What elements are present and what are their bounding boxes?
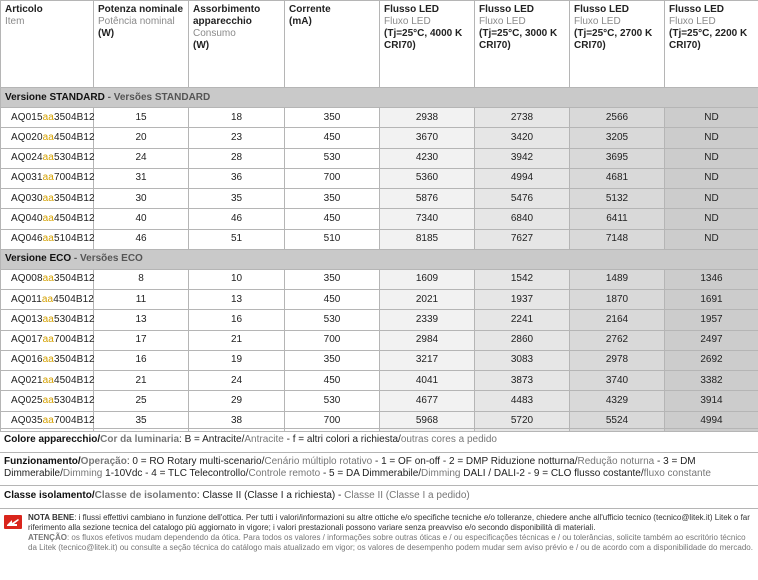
flux-cell-2200k: ND [665,229,758,249]
flux-cell-2700k: 5132 [570,189,665,209]
flux-cell-4000k: 8185 [380,229,475,249]
article-code-aa: aa [42,233,54,245]
article-code [1,310,94,330]
flux-cell-2700k: 2566 [570,108,665,128]
power-cell: 8 [94,269,189,289]
power-cell: 15 [94,108,189,128]
flux-cell-2200k: ND [665,128,758,148]
flux-cell-4000k: 4677 [380,391,475,411]
flux-cell-2700k: 1489 [570,269,665,289]
article-code-pre: AQ011 [11,293,42,305]
power-cell: 31 [94,168,189,188]
section-title-pt: - Versões ECO [71,253,143,265]
table-row [1,391,758,411]
flux-cell-3000k: 5476 [475,189,570,209]
article-code-aa: aa [42,334,54,346]
article-code-pre: AQ008 [11,273,43,285]
article-code-pre: AQ031 [11,172,43,184]
consumption-cell: 46 [189,209,285,229]
article-code-aa: aa [41,293,54,305]
table-row [1,108,758,128]
article-code-post: 3504B12 [53,273,95,285]
power-cell: 30 [94,189,189,209]
flux-cell-2200k: 1346 [665,269,758,289]
flux-cell-2700k: 1870 [570,290,665,310]
consumption-cell: 10 [189,269,285,289]
header-flux-4000k: Flusso LED Fluxo LED (Tj=25°C, 4000 K CRI70) [380,1,475,88]
classe-note: Classe isolamento/Classe de isolamento: Classe II (Classe I a richiesta) - Classe II (Classe I a pedido) [0,485,758,508]
table-row [1,229,758,249]
header-articolo: Articolo Item [1,1,94,88]
current-cell: 450 [285,371,380,391]
flux-cell-2700k: 2762 [570,330,665,350]
current-cell: 510 [285,229,380,249]
table-row [1,350,758,370]
power-cell: 21 [94,371,189,391]
article-code-aa: aa [42,212,54,224]
flux-cell-4000k: 2938 [380,108,475,128]
current-cell: 450 [285,209,380,229]
flux-cell-3000k: 3083 [475,350,570,370]
article-code-pre: AQ021 [11,374,43,386]
section-title [1,88,758,108]
article-code [1,189,94,209]
power-cell: 13 [94,310,189,330]
consumption-cell: 36 [189,168,285,188]
flux-cell-3000k: 3873 [475,371,570,391]
flux-cell-2700k: 3740 [570,371,665,391]
article-code-pre: AQ040 [11,212,43,224]
note-italian: NOTA BENE: i flussi effettivi cambiano in funzione dell'ottica. Per tutti i valori/informazioni su altre ottiche e/o specifiche tecniche e/o tolleranze, chiedere anche all'ufficio tecnico (tecnico@litek.it) Litek o far riferimento alla sezione tecnica del catalogo più aggiornato in vigore; i valori prestazionali possono variare senza preavviso e/o secondo disponibilità di materiali. [28,513,750,532]
table-row [1,209,758,229]
table-row [1,290,758,310]
flux-cell-3000k: 6840 [475,209,570,229]
current-cell: 700 [285,330,380,350]
flux-cell-4000k: 5968 [380,411,475,431]
table-row [1,189,758,209]
table-row [1,330,758,350]
flux-cell-3000k: 5720 [475,411,570,431]
article-code-pre: AQ015 [11,111,43,123]
current-cell: 700 [285,168,380,188]
article-code-post: 3504B12 [53,192,95,204]
consumption-cell: 51 [189,229,285,249]
table-row [1,371,758,391]
flux-cell-2200k: 1691 [665,290,758,310]
table-row [1,128,758,148]
article-code-aa: aa [42,192,54,204]
consumption-cell: 16 [189,310,285,330]
article-code [1,371,94,391]
flux-cell-2700k: 5524 [570,411,665,431]
flux-cell-2200k: 3382 [665,371,758,391]
article-code [1,290,94,310]
current-cell: 530 [285,391,380,411]
current-cell: 450 [285,128,380,148]
article-code-post: 7004B12 [53,415,95,427]
flux-cell-4000k: 2339 [380,310,475,330]
article-code [1,108,94,128]
article-code [1,148,94,168]
table-row [1,310,758,330]
flux-cell-2200k: ND [665,209,758,229]
section-title [1,249,758,269]
current-cell: 450 [285,290,380,310]
power-cell: 25 [94,391,189,411]
table-row [1,148,758,168]
consumption-cell: 13 [189,290,285,310]
warning-hand-icon [4,515,22,529]
flux-cell-3000k: 2860 [475,330,570,350]
flux-cell-2200k: ND [665,148,758,168]
current-cell: 530 [285,148,380,168]
flux-cell-2700k: 3695 [570,148,665,168]
article-code-post: 5304B12 [53,313,95,325]
header-potenza: Potenza nominale Potência nominal (W) [94,1,189,88]
flux-cell-2200k: 2497 [665,330,758,350]
flux-cell-3000k: 1542 [475,269,570,289]
article-code-post: 4504B12 [53,131,95,143]
flux-cell-4000k: 3670 [380,128,475,148]
consumption-cell: 38 [189,411,285,431]
power-cell: 24 [94,148,189,168]
flux-cell-4000k: 4041 [380,371,475,391]
article-code [1,209,94,229]
flux-cell-3000k: 3420 [475,128,570,148]
current-cell: 350 [285,269,380,289]
article-code-aa: aa [42,394,54,406]
disclaimer-notes [0,508,758,553]
article-code [1,391,94,411]
section-header [1,88,758,108]
article-code-post: 5304B12 [53,152,95,164]
flux-cell-3000k: 2241 [475,310,570,330]
article-code-aa: aa [42,273,54,285]
consumption-cell: 18 [189,108,285,128]
flux-cell-4000k: 3217 [380,350,475,370]
article-code [1,128,94,148]
article-code [1,229,94,249]
flux-cell-2200k: 2692 [665,350,758,370]
flux-cell-4000k: 2984 [380,330,475,350]
flux-cell-2700k: 2164 [570,310,665,330]
current-cell: 350 [285,189,380,209]
consumption-cell: 29 [189,391,285,411]
article-code-post: 4504B12 [53,293,94,305]
article-code-post: 7004B12 [53,334,95,346]
article-code-aa: aa [42,152,54,164]
power-cell: 46 [94,229,189,249]
power-cell: 40 [94,209,189,229]
article-code-post: 7004B12 [53,172,95,184]
article-code-post: 3504B12 [53,354,95,366]
consumption-cell: 28 [189,148,285,168]
flux-cell-4000k: 5360 [380,168,475,188]
flux-cell-3000k: 2738 [475,108,570,128]
article-code-pre: AQ016 [11,354,43,366]
power-cell: 35 [94,411,189,431]
article-code-post: 3504B12 [53,111,95,123]
consumption-cell: 24 [189,371,285,391]
section-title-it: Versione STANDARD [5,91,105,103]
article-code-aa: aa [42,415,54,427]
consumption-cell: 23 [189,128,285,148]
current-cell: 350 [285,108,380,128]
power-cell: 17 [94,330,189,350]
current-cell: 530 [285,310,380,330]
flux-cell-2700k: 3205 [570,128,665,148]
consumption-cell: 19 [189,350,285,370]
power-cell: 20 [94,128,189,148]
article-code-aa: aa [42,354,54,366]
flux-cell-2200k: ND [665,108,758,128]
power-cell: 16 [94,350,189,370]
consumption-cell: 35 [189,189,285,209]
article-code-aa: aa [42,172,54,184]
consumption-cell: 21 [189,330,285,350]
current-cell: 350 [285,350,380,370]
flux-cell-4000k: 1609 [380,269,475,289]
flux-cell-2700k: 4329 [570,391,665,411]
article-code-post: 5104B12 [53,233,95,245]
flux-cell-2700k: 7148 [570,229,665,249]
article-code [1,269,94,289]
flux-cell-4000k: 2021 [380,290,475,310]
article-code [1,168,94,188]
note-portuguese: ATENÇÃO: os fluxos efetivos mudam dependendo da ótica. Para todos os valores / informações sobre outras óticas e / ou especificações técnicas e / ou tolerâncias, solicite também ao escritório técnico da Litek (tecnico@litek.it) ou consulte a seção técnica do catálogo mais atualizado em vigor; os valores de desempenho podem mudar sem aviso prévio e / ou de acordo com a disponibilidade do mercado. [28,533,753,552]
flux-cell-3000k: 4994 [475,168,570,188]
article-code [1,350,94,370]
flux-cell-3000k: 7627 [475,229,570,249]
header-corrente: Corrente (mA) [285,1,380,88]
article-code-pre: AQ024 [11,152,43,164]
article-code-post: 5304B12 [53,394,95,406]
header-flux-2700k: Flusso LED Fluxo LED (Tj=25°C, 2700 K CRI70) [570,1,665,88]
flux-cell-4000k: 5876 [380,189,475,209]
header-row [1,1,758,88]
article-code-aa: aa [42,131,54,143]
article-code-pre: AQ017 [11,334,43,346]
flux-cell-2200k: 1957 [665,310,758,330]
flux-cell-2700k: 6411 [570,209,665,229]
flux-cell-3000k: 4483 [475,391,570,411]
flux-cell-2200k: 3914 [665,391,758,411]
article-code-pre: AQ020 [11,131,43,143]
current-cell: 700 [285,411,380,431]
header-assorbimento: Assorbimento apparecchio Consumo (W) [189,1,285,88]
flux-cell-2200k: ND [665,168,758,188]
article-code-pre: AQ035 [11,415,43,427]
article-code-pre: AQ013 [11,313,43,325]
article-code-aa: aa [42,313,54,325]
colore-note: Colore apparecchio/Cor da luminaria: B = Antracite/Antracite - f = altri colori a richiesta/outras cores a pedido [0,428,758,452]
header-flux-3000k: Flusso LED Fluxo LED (Tj=25°C, 3000 K CRI70) [475,1,570,88]
flux-cell-4000k: 4230 [380,148,475,168]
flux-cell-2200k: 4994 [665,411,758,431]
article-code-aa: aa [42,111,54,123]
section-header [1,249,758,269]
article-code-pre: AQ046 [11,233,43,245]
header-flux-2200k: Flusso LED Fluxo LED (Tj=25°C, 2200 K CRI70) [665,1,758,88]
article-code [1,330,94,350]
article-code-aa: aa [42,374,54,386]
flux-cell-2700k: 2978 [570,350,665,370]
section-title-it: Versione ECO [5,253,72,265]
article-code-post: 4504B12 [53,212,95,224]
flux-cell-2700k: 4681 [570,168,665,188]
table-row [1,168,758,188]
table-row [1,269,758,289]
flux-cell-3000k: 3942 [475,148,570,168]
article-code-pre: AQ030 [11,192,43,204]
power-cell: 11 [94,290,189,310]
article-code-post: 4504B12 [53,374,95,386]
article-code-pre: AQ025 [11,394,43,406]
flux-cell-4000k: 7340 [380,209,475,229]
section-title-pt: - Versões STANDARD [104,91,211,103]
funzionamento-note: Funzionamento/Operação: 0 = RO Rotary multi-scenario/Cenário múltiplo rotativo - 1 = OF on-off - 2 = DMP Riduzione notturna/Redução noturna - 3 = DM Dimmerabile/Dimming 1-10Vdc - 4 = TLC Telecontrollo/Controle remoto - 5 = DA Dimmerabile/Dimming DALI / DALI-2 - 9 = CLO flusso costante/fluxo constante [0,452,758,485]
flux-cell-3000k: 1937 [475,290,570,310]
flux-cell-2200k: ND [665,189,758,209]
